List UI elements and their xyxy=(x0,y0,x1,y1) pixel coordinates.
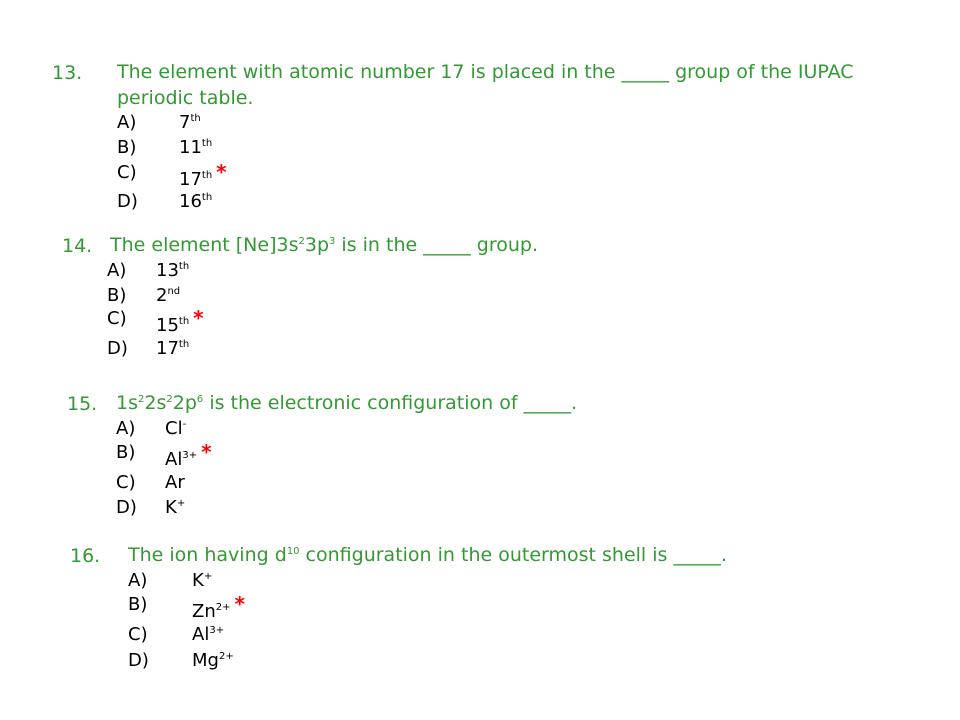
question-text: $1s^22s^22p^6$ is the electronic configuration of _____. xyxy=(116,392,578,414)
option-value: 11th xyxy=(179,137,213,158)
option-letter: B) xyxy=(116,442,136,463)
option-letter: C) xyxy=(107,308,127,329)
option-letter: D) xyxy=(116,497,137,518)
option-value: 15th * xyxy=(156,306,204,336)
question-text: The ion having $d^{10}$ configuration in the outermost shell is _____. xyxy=(128,544,727,566)
option-letter: C) xyxy=(116,472,136,493)
correct-answer-marker: * xyxy=(193,306,204,330)
option-value: $Mg^{2+}$ xyxy=(192,650,234,671)
option-value: K+ xyxy=(165,497,186,518)
question-number: 16. xyxy=(70,545,101,567)
option-letter: B) xyxy=(128,594,148,615)
question-number: 14. xyxy=(62,235,93,257)
option-value: $Zn^{2+}$ * xyxy=(192,592,245,622)
option-letter: D) xyxy=(128,650,149,671)
option-value: 13th xyxy=(156,260,190,281)
option-value: Ar xyxy=(165,472,185,493)
option-value: $Al^{3+}$ * xyxy=(165,440,212,470)
option-letter: C) xyxy=(117,162,137,183)
option-value: 17th xyxy=(156,338,190,359)
option-letter: A) xyxy=(128,570,148,591)
option-value: 2nd xyxy=(156,285,181,306)
question-text: The element $[Ne]3s^23p^3$ is in the _____ group. xyxy=(110,234,538,256)
correct-answer-marker: * xyxy=(234,592,245,616)
option-letter: D) xyxy=(107,338,128,359)
question-number: 13. xyxy=(52,62,83,84)
question-number: 15. xyxy=(67,393,98,415)
correct-answer-marker: * xyxy=(201,440,212,464)
option-value: 7th xyxy=(179,112,201,133)
option-letter: A) xyxy=(117,112,137,133)
option-value: $Al^{3+}$ xyxy=(192,624,225,645)
question-text: The element with atomic number 17 is placed in the _____ group of the IUPAC periodic table. xyxy=(117,61,854,109)
option-value: Cl- xyxy=(165,418,187,439)
option-letter: D) xyxy=(117,191,138,212)
option-value: 16th xyxy=(179,191,213,212)
option-value: 17th * xyxy=(179,160,227,190)
option-letter: C) xyxy=(128,624,148,645)
option-letter: B) xyxy=(117,137,137,158)
option-letter: B) xyxy=(107,285,127,306)
option-letter: A) xyxy=(107,260,127,281)
option-value: K+ xyxy=(192,570,213,591)
correct-answer-marker: * xyxy=(216,160,227,184)
option-letter: A) xyxy=(116,418,136,439)
